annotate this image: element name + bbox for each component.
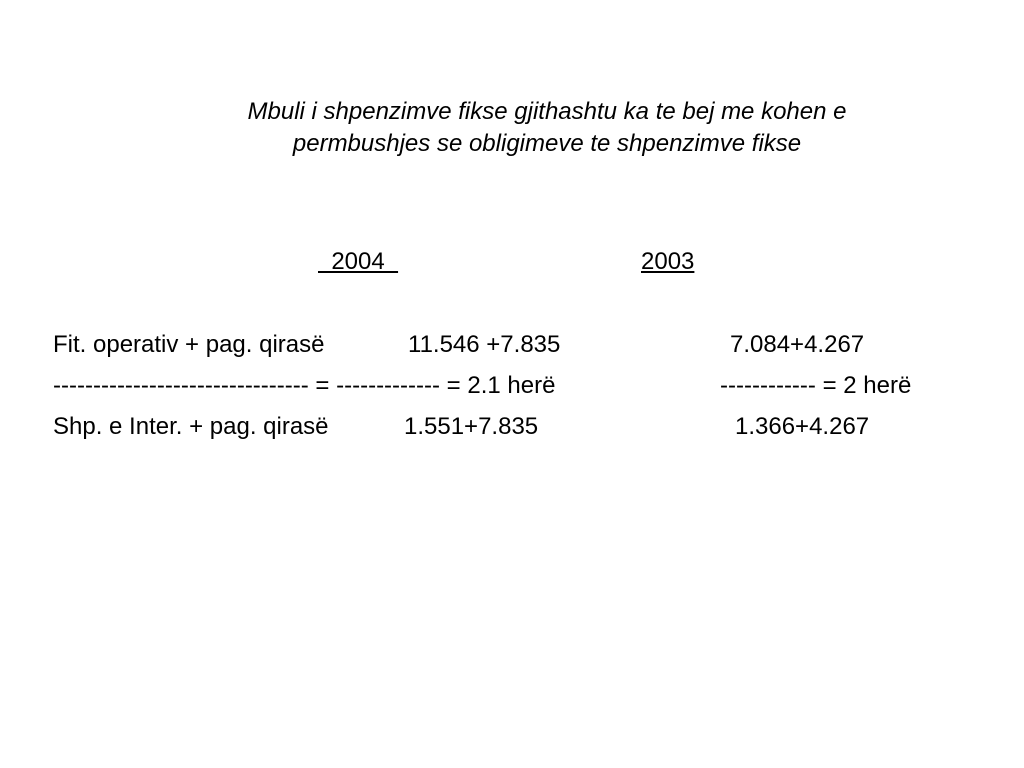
numerator-2003-value: 7.084+4.267 [730,331,865,358]
year-header-2004: 2004 [318,248,399,275]
divider-2003-result: ------------ = 2 herë [720,372,912,399]
title-line-2: permbushjes se obligimeve te shpenzimve fikse [292,130,802,157]
numerator-2004-value: 11.546 +7.835 [408,331,561,358]
year-header-2003: 2003 [641,248,695,275]
denominator-label: Shp. e Inter. + pag. qirasë [53,413,329,440]
slide-title [130,96,964,160]
denominator-2003-value: 1.366+4.267 [735,413,870,440]
numerator-label: Fit. operativ + pag. qirasë [53,331,325,358]
title-line-1: Mbuli i shpenzimve fikse gjithashtu ka te bej me kohen e [247,98,847,125]
denominator-2004-value: 1.551+7.835 [404,413,539,440]
divider-2004-result: -------------------------------- = ------------- = 2.1 herë [53,372,556,399]
